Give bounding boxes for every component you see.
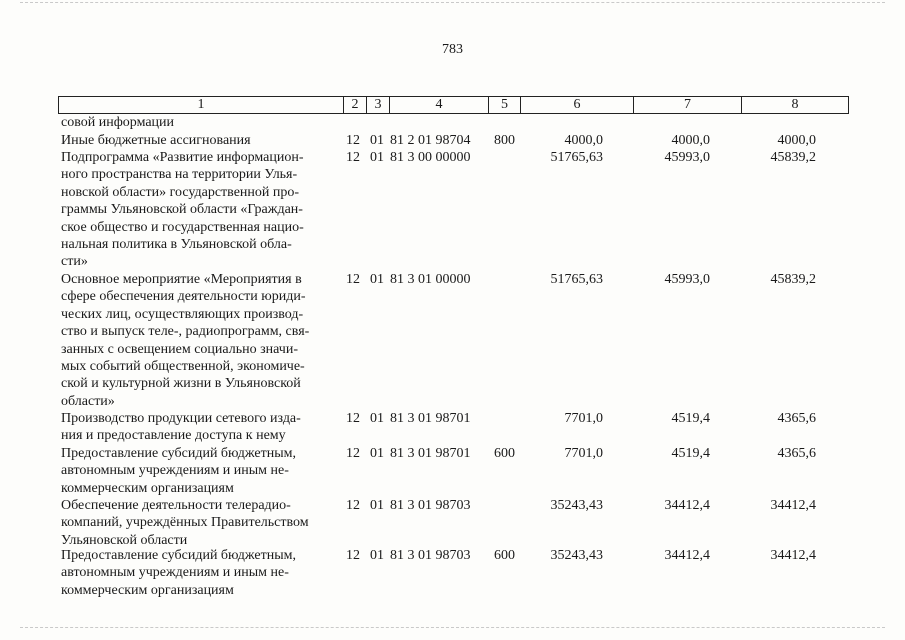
scan-edge-bottom	[20, 627, 885, 629]
header-col-7: 7	[633, 97, 741, 113]
header-col-8: 8	[741, 97, 848, 113]
header-col-2: 2	[343, 97, 366, 113]
row-amount-col7: 45993,0	[664, 272, 710, 287]
row-section: 12	[346, 411, 360, 426]
row-amount-col6: 51765,63	[550, 150, 603, 165]
row-name: Подпрограмма «Развитие информацион- ного пространства на территории Улья- новской области» государственной про- граммы Ульяновской области «Граждан- ское общество и государственная нацио- нальная политика в Ульяновской обла- сти»	[61, 150, 304, 270]
row-target-code: 81 3 01 98703	[390, 548, 471, 563]
row-section: 12	[346, 133, 360, 148]
row-name: Основное мероприятие «Мероприятия в сфере обеспечения деятельности юриди- ческих лиц, осуществляющих производ- ство и выпуск теле-, радиопрограмм, свя- занных с освещением социально значи- мых событий общественной, экономиче- ской и культурной жизни в Ульяновской области»	[61, 272, 310, 409]
row-section: 12	[346, 498, 360, 513]
row-subsection: 01	[370, 133, 384, 148]
row-amount-col8: 34412,4	[770, 498, 816, 513]
row-target-code: 81 3 01 98701	[390, 411, 471, 426]
row-subsection: 01	[370, 498, 384, 513]
header-col-3: 3	[366, 97, 389, 113]
header-col-4: 4	[389, 97, 488, 113]
row-subsection: 01	[370, 150, 384, 165]
row-amount-col6: 51765,63	[550, 272, 603, 287]
row-target-code: 81 2 01 98704	[390, 133, 471, 148]
row-amount-col7: 34412,4	[664, 548, 710, 563]
row-subsection: 01	[370, 548, 384, 563]
row-target-code: 81 3 01 98701	[390, 446, 471, 461]
row-name: Обеспечение деятельности телерадио- компаний, учреждённых Правительством Ульяновской области	[61, 498, 309, 548]
row-name: Предоставление субсидий бюджетным, автономным учреждениям и иным не- коммерческим организациям	[61, 446, 297, 496]
row-expense-type: 800	[494, 133, 515, 148]
row-target-code: 81 3 01 98703	[390, 498, 471, 513]
row-target-code: 81 3 01 00000	[390, 272, 471, 287]
page-number: 783	[442, 42, 463, 57]
row-subsection: 01	[370, 411, 384, 426]
row-amount-col6: 7701,0	[564, 446, 603, 461]
row-amount-col6: 7701,0	[564, 411, 603, 426]
row-amount-col8: 45839,2	[770, 150, 816, 165]
row-name: совой информации	[61, 115, 175, 130]
row-section: 12	[346, 150, 360, 165]
row-amount-col7: 4519,4	[671, 446, 710, 461]
row-name: Иные бюджетные ассигнования	[61, 133, 251, 148]
row-amount-col7: 34412,4	[664, 498, 710, 513]
row-target-code: 81 3 00 00000	[390, 150, 471, 165]
row-name: Производство продукции сетевого изда- ния и предоставление доступа к нему	[61, 411, 301, 444]
header-col-1: 1	[197, 97, 205, 112]
row-amount-col8: 34412,4	[770, 548, 816, 563]
row-amount-col7: 45993,0	[664, 150, 710, 165]
row-amount-col8: 4365,6	[777, 446, 816, 461]
row-section: 12	[346, 548, 360, 563]
row-amount-col7: 4000,0	[671, 133, 710, 148]
row-amount-col6: 35243,43	[550, 498, 603, 513]
row-name: Предоставление субсидий бюджетным, автономным учреждениям и иным не- коммерческим организациям	[61, 548, 297, 598]
row-section: 12	[346, 446, 360, 461]
header-col-6: 6	[520, 97, 633, 113]
row-amount-col6: 35243,43	[550, 548, 603, 563]
row-expense-type: 600	[494, 548, 515, 563]
row-section: 12	[346, 272, 360, 287]
row-amount-col7: 4519,4	[671, 411, 710, 426]
row-expense-type: 600	[494, 446, 515, 461]
row-amount-col8: 45839,2	[770, 272, 816, 287]
row-amount-col8: 4000,0	[777, 133, 816, 148]
row-amount-col6: 4000,0	[564, 133, 603, 148]
row-amount-col8: 4365,6	[777, 411, 816, 426]
header-col-5: 5	[488, 97, 520, 113]
row-subsection: 01	[370, 446, 384, 461]
row-subsection: 01	[370, 272, 384, 287]
